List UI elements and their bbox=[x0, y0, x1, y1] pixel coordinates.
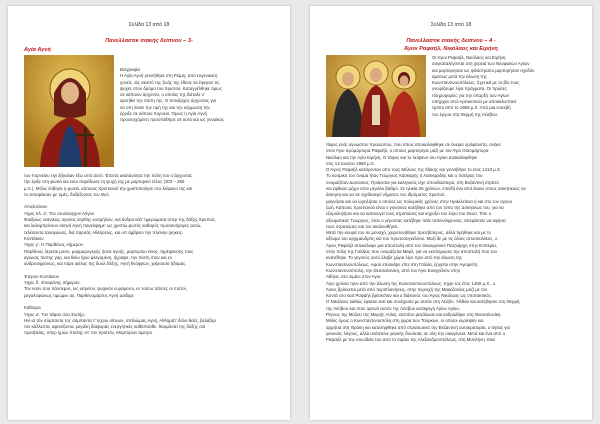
bio-line: προσευχόμενη προσπάθησε σε αυτό και ως γυναίκας bbox=[120, 117, 224, 123]
bio-full-line: μ.Χ.). Μόλις έσβησε η φωτιά, κάποιος Χριστιανοί την χριστοποίησε στο λείψανο της και bbox=[24, 185, 193, 191]
apolytikion-line: τελέσαντα ταναγώνας, διά παρσάς Αθλήσεως, και υπ άμβρειο την πλέινην ίρηκεις. bbox=[24, 229, 184, 235]
oikos-line: Τον ναόν σου πάνσεμνε, ως ιατρείον, ψυχικόν ευράμενοι, εν τούτω πάντες οι πιστοί, bbox=[24, 286, 187, 292]
biography-block bbox=[120, 67, 280, 124]
body-line: ανατέθηκε. Το γεγονός αυτό έλαβε χώρα λίγο πριν από την άλωση της bbox=[326, 255, 463, 261]
bio-line: γονείς. Ως σκοπό της ζωής της έθεσε να έφερνει τις bbox=[120, 79, 220, 85]
kontakion-line: Παρθένος λέγεται μοσυ, μαρμαρογερής ήσσε αγνής, μαρτυρίου ένιος, τηρέφανσης τους bbox=[24, 248, 194, 254]
right-page-number: Σελίδα 13 από 18 bbox=[430, 22, 472, 28]
intro-line: γνωρίζουμε λίγα πράγματα. Οι πρώτες bbox=[432, 86, 507, 92]
intro-line: Οι Άγιοι Ραφαήλ, Νικόλαος και Ειρήνη bbox=[432, 55, 506, 60]
body-line: Αθήνα, στο λιμάνι στον Άγιο. bbox=[326, 274, 382, 280]
body-line: αξίωμα του αρχιμανδρίτη και του πρωτοσυγκέλλου. Μαζί δε με τις άλλες αποσκολίσεις, ο bbox=[326, 236, 498, 242]
biography-heading: Βιογραφία bbox=[120, 67, 140, 72]
body-line: στην πόλη της Γαλλίας που ονομάζεται Μεφλ, για να εκπληρώσει την αποστολή που του bbox=[326, 249, 497, 255]
intro-line: συγκαταλέγονται στη χορεία των Νεοφανών Αγίων bbox=[432, 61, 530, 67]
body-line: και έφθασε μέχρι στον μεγάλο βαθμό. Σε ηλικία 25 χρόνων, επειδή ένα από έκανε στους ασκητικούς να bbox=[326, 186, 526, 192]
intro-line: του έργου στη Θερμή της Λέσβου. bbox=[432, 111, 499, 117]
body-line: ζωή. Κάποιος Χριστιανού είναι ο γιγούνας κατέβηκε από τον τόπο της ασκήσεώς του, για να bbox=[326, 204, 504, 210]
right-page bbox=[310, 6, 592, 420]
kathisma-line: τον κάλλεστα, αφανίζοντα, μεγάλη διαφοράς ενεργητικές καθίστασθε, θαυμάσιεί της δόξης σοί bbox=[24, 324, 206, 330]
right-body bbox=[326, 142, 582, 344]
kathisma-mode: Ήχος α'. Τον τάφον σου Σωτήρ.. bbox=[24, 311, 87, 317]
oikos-line: μεγαλοφώνως τιμώμεν σε, Παρθενομάρτυς Αγνή αοίδιμε. bbox=[24, 292, 135, 298]
oikos-heading: Έτερον Κοντάκιον bbox=[24, 273, 60, 279]
bio-line: Η Αγία Αγνή γεννήθηκε στη Ρώμη, από ευγενικούς bbox=[120, 73, 218, 79]
oikos-mode: Ήχος δ'. Επεφάνης σήμερον. bbox=[24, 280, 81, 286]
body-line: Κοντά στο ναό Ραφαήλ βρισκόταν και ο διάκονός του Άγιος Νικόλαος ως υποτακτικός. bbox=[326, 293, 492, 299]
body-line: αξιωματικός Γεώργιος, όταν ο γέροντας κατέβηκε πάλι ταπεινόφρονας, απεφάσισε να αφήσει bbox=[326, 217, 506, 223]
intro-line: υπήρχαν από Αρτοκοπείο με αποκαλυπτικό bbox=[432, 99, 517, 105]
intro-line: Κωνσταντινουπόλεως. Σχετικά με το βίο τους bbox=[432, 80, 520, 86]
bio-full-line: του πορνείου την έβγαλαν έξω από αυτό. Έπειτα ακατανόητα την πύλη του ο άρχοντας bbox=[24, 173, 193, 178]
saint-agnes-icon-image bbox=[24, 55, 114, 167]
left-page-title: Πανελλαστικ σιακής δείπνου – 3- bbox=[105, 38, 193, 44]
body-line: Ραφαήλ με την συνοδεία του από το Λιμάνι της Αλεξανδρουπόλεως, στη Μυτιλήνη. Εκεί bbox=[326, 337, 496, 343]
kontakion-heading: Κοντάκιον bbox=[24, 235, 44, 241]
body-line: μαγνήσαι και να ωρηλήσαι ο οποίος ως πολεμικός χρόνος στην Ηρακλείτεια ή και στο τον σγγου bbox=[326, 198, 513, 204]
body-line: στις 13 Ιουνίου 1960 μ.Χ. bbox=[326, 160, 376, 166]
body-line: Μόλις όμως ο Κωνσταντινουπόλη στη χώρα των Τούρκων, οι οποίοι κυριέψαν και bbox=[326, 318, 484, 324]
body-line: Το κοσμικό του όνομα ήταν Γεώργιος Λάσκαρης ή Λασκαρίδης και ο πατέρας του bbox=[326, 173, 483, 179]
body-line: της Λέσβου και στον ορεινό αυτόν της Λέσβου καταφυγή Αγίου Αγίου. bbox=[326, 305, 460, 311]
body-line: Άγιος βρίσκεται μετά από περιπλανήσεις, στην περιοχή της Μακεδονίας μαζί με τον bbox=[326, 286, 488, 292]
apolytikion-mode: Ήχος πλ. α'. Τον συνάναρχον Λόγον. bbox=[24, 210, 96, 216]
saints-raphael-nicholas-irene-icon-image bbox=[326, 55, 426, 137]
body-line: αρμήτια στη Θράκη και κατελήφθηκε από στρατιωτικό την Βυζαντινή αυτοκρατορία, ο Θρίας για bbox=[326, 324, 511, 330]
body-line: τους στρατιώτες και τον ακολουθήσει. bbox=[326, 223, 399, 229]
right-page-subtitle: Άγιοι Ραφαήλ, Νικόλαος και Ειρήνη bbox=[404, 46, 498, 52]
intro-line: αμέσως μετά την άλωση της bbox=[432, 73, 487, 79]
intro-block bbox=[432, 55, 582, 118]
bio-line: έρριξε σε κάποιο πορνείο. Όμως η Αγία Αγνή bbox=[120, 111, 207, 117]
body-line: Ο Νικόλαος καθώς έφτασε εκεί και συνέχισαν με αυτόν στη Λέσβο. Ήλθαν και κατέβηκαν στη Θερμή bbox=[326, 299, 520, 305]
body-line: Κωνσταντινούπολη, την Θεσσαλονίκη, από τον Άγιο Ευαγγέλιον στην bbox=[326, 267, 461, 273]
body-line: Νικόλαο και την Αγία Ειρήνη. Ο τάφος και το λείψανο του Αγίου ανακαλύφθηκε bbox=[326, 154, 478, 160]
left-body bbox=[24, 173, 280, 337]
body-line: Μετά την κουρά του σε μοναχό, χειροτονήθηκε πρεσβύτερος, αλλά τιμήθηκε και με το bbox=[326, 230, 491, 236]
left-page-number: Σελίδα 13 από 18 bbox=[128, 22, 170, 28]
body-line: στον Άγιο Ιερομάρτυρα Ραφαήλ, ο οποίος μαρτύρησε μαζί με τον Άγιο Οσιομάρτυρα bbox=[326, 148, 489, 154]
bio-full-line: το εκταφιάσαν με τιμές, δοξάζοντας τον Θεό. bbox=[24, 191, 110, 197]
bio-line: σε κάποιον άρχοντα, ο οποίος της διέταξε ν' bbox=[120, 92, 205, 98]
saint-name: Αγία Αγνή bbox=[24, 47, 51, 53]
apolytikion-line: Φαιδρώς νεανικώς αγνείας έαρθης κοσμήλιον, και άνδρα κάλ' ημερώματα ύπερ της δόξης Χριστού, bbox=[24, 217, 216, 223]
body-line: Λίγο χρόνια πριν από την άλωση της Κωνσταντινουπόλεως, τηγρι τος έτος 1450 μ.Χ., ο bbox=[326, 280, 496, 286]
kathisma-heading: Κάθισμα bbox=[24, 305, 41, 311]
kontakion-line: αγώνας πίστης γαρ, και θείω ήρω φλεγομένη, ήγραψε, την πίστη στον και ευ bbox=[24, 254, 173, 260]
right-page-title: Πανελλαστικ σιακής δείπνου – 4 - bbox=[406, 38, 496, 44]
body-line: γενικούς λόγους, αλλά ανάστανε γενικής δουλειάς σε όλη την οικογένεια. Μετά και ένα από ο bbox=[326, 330, 506, 336]
kontakion-line: ανδρειοφρόνως, και πάρε φύλας της δουλ δόξης, Αγνή θεόφρων, χαίρουσα ήδομας. bbox=[24, 261, 187, 267]
three-saints-illustration bbox=[326, 55, 426, 137]
kathisma-line: πρεσβείας, υπερ ημών πιτιλής στ' τον Χριστόν, Μαρτύρων άμετρο bbox=[24, 330, 153, 336]
saint-agnes-illustration bbox=[24, 55, 114, 167]
body-line: τάφος ενός αγνώστου προσώπου, που όπως αποκαλύφθηκε σε όνειρα ορόφανστα, ανήκε bbox=[326, 142, 501, 147]
bio-line: αρνηθεί την πίστη της. Ο ποινάρχος άρχοντας για bbox=[120, 98, 217, 104]
bio-line: ψυχές στον δρόμο του Χριστού. Καταγγέλθηκε όμως bbox=[120, 85, 222, 91]
kathisma-line: Ηνί ιά τόν σύμπαντα τος σύμπαντα τ' τεχνώ οίτινων, σπίλιώμας Αγνή, Αθλημάτ' δόλο θεάς, βελάζαρ bbox=[24, 317, 216, 323]
bio-full-line: την έριξε στη φωτιά και έσω παρέδωσε τη ψυχή της με μαρτυρικό τέλος (303 – 305 bbox=[24, 179, 185, 185]
body-line: Ρέγους της Μύλου της Μικρής Ασίας. Ωστόσο μεγάλωσε και ανδρώθηκε στη Θεσσαλονίκη. bbox=[326, 312, 502, 318]
body-line: Άγιος Ραφαήλ απεκάλυψε μια αποστολή από τον Οικουμενικό Πατριάρχη στην Εσπερία, bbox=[326, 242, 497, 248]
body-line: εξομολογήσει και να κατανυγεί τους στρατιώτες και κηρύξει τον λόγο του Θεού. Τότε ο bbox=[326, 211, 492, 217]
intro-line: τρόπο από το 1959 μ.Χ. Από μια ευσεβή bbox=[432, 105, 511, 111]
intro-line: και μαρτύρησαν ως φιλόστρατοι μαρτυρήσαν σχεδόν bbox=[432, 67, 535, 73]
body-line: Κωνσταντινουπόλεως. Αφού επισκέψε είπε στη Γαλλία, έρχεται στην Αγιορείτη bbox=[326, 261, 478, 267]
body-line: ονομαζόταν Διονύσιος. Πρόκειται για καληνικός είχε σπουδαιότερα, στη Βυζαντινή στρατό bbox=[326, 179, 499, 185]
left-page bbox=[8, 6, 290, 420]
intro-line: πληροφορίες για την ύπαρξή των Αγίων bbox=[432, 92, 510, 98]
body-line: Ο Άγιος Ραφαήλ κατάγονταν από τους Μύλους της Ιθάκης και γεννήθηκε το έτος 1410 μ.Χ. bbox=[326, 167, 502, 173]
kontakion-mode: Ήχος γ'. Η Παρθένος σήμερον. bbox=[24, 242, 85, 248]
body-line: άσκηση και να σε σχεδιασμό νήματος του Ιδρύματος Χριστού. bbox=[326, 192, 446, 198]
apolytikion-heading: Απολυτίκιον bbox=[24, 204, 48, 210]
bio-line: να στη λύσει την τιμή της και την κόμμωση την bbox=[120, 104, 210, 110]
apolytikion-line: και λελαμπρίνουν σκηνή Αγνή πανεύφημε' ως χριστώ φωτός καθαρός προσανήγαγες αυτώ, bbox=[24, 223, 202, 229]
